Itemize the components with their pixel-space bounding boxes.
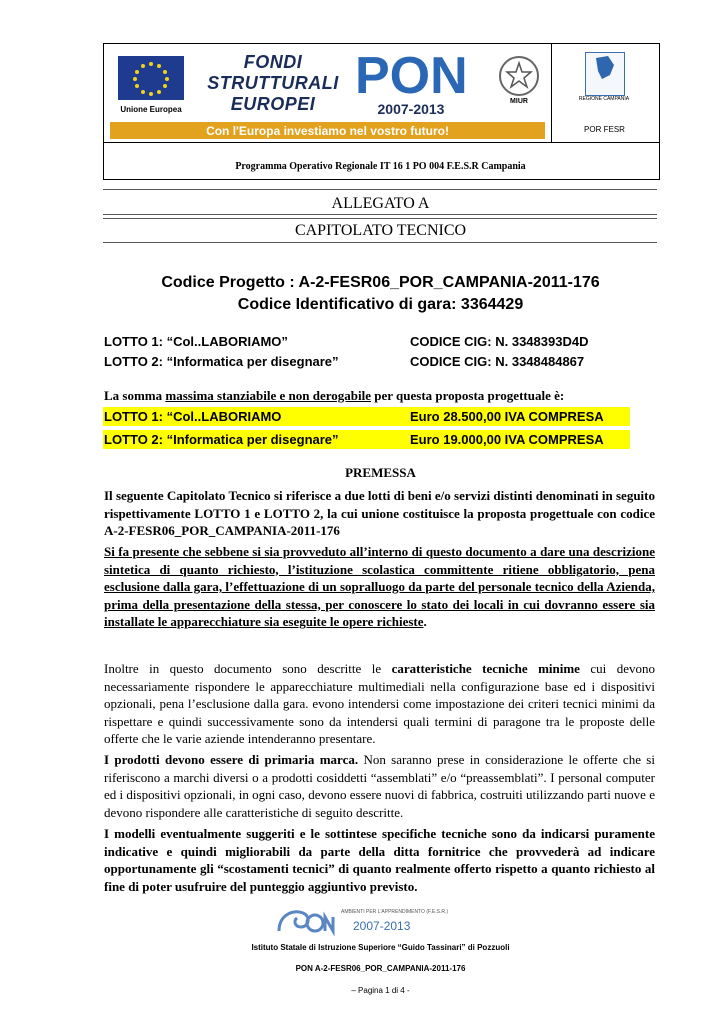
- premessa-title: PREMESSA: [345, 465, 416, 480]
- fondi-line-1: FONDI: [243, 52, 303, 72]
- importo-2-amount: Euro 19.000,00 IVA COMPRESA: [410, 432, 604, 447]
- importo-2-name: LOTTO 2: “Informatica per disegnare”: [104, 432, 339, 447]
- title-rule-3: [103, 218, 657, 219]
- codice-identificativo: Codice Identificativo di gara: 3364429: [237, 296, 524, 313]
- premessa-paragraph-3: [104, 660, 655, 748]
- title-rule-2: [103, 214, 657, 215]
- lotto-2-name: LOTTO 2: “Informatica per disegnare”: [104, 354, 339, 369]
- importo-1-name: LOTTO 1: “Col..LABORIAMO: [104, 409, 282, 424]
- importo-1-amount: Euro 28.500,00 IVA COMPRESA: [410, 409, 604, 424]
- p3-a: Inoltre in questo documento sono descritte le: [104, 661, 392, 676]
- title-rule-1: [103, 189, 657, 190]
- republic-emblem-icon: [499, 56, 539, 96]
- lotto-2-cig: CODICE CIG: N. 3348484867: [410, 354, 585, 369]
- p2-underlined: Si fa presente che sebbene si sia provveduto all’interno di questo documento a dare una descrizione sintetica di quanto richiesto, l’istituzione scolastica committente ritiene obbligatorio, pena esclusione dalla gara, l’effettuazione di un sopralluogo da parte del personale tecnico della Azienda, prima della presentazione della stessa, per conoscere lo stato dei locali in cui dovranno essere sia installate le apparecchiature sia eseguite le opere richieste: [104, 544, 655, 629]
- premessa-paragraph-4: [104, 751, 655, 821]
- footer-pon-icon: [275, 903, 335, 937]
- footer-logo-years: 2007-2013: [353, 919, 411, 933]
- eu-label: Unione Europea: [120, 105, 182, 114]
- somma-before: La somma: [104, 388, 166, 403]
- somma-after: per questa proposta progettuale è:: [371, 388, 565, 403]
- p3-b: caratteristiche tecniche minime: [391, 661, 580, 676]
- lotto-1-cig: CODICE CIG: N. 3348393D4D: [410, 334, 589, 349]
- fondi-line-3: EUROPEI: [230, 94, 316, 114]
- program-line: Programma Operativo Regionale IT 16 1 PO 004 F.E.S.R Campania: [235, 161, 526, 172]
- footer-page: – Pagina 1 di 4 -: [351, 986, 410, 995]
- eu-flag-icon: [118, 56, 184, 100]
- fondi-line-2: STRUTTURALI: [207, 73, 339, 93]
- p3-c: cui devono necessariamente rispondere le apparecchiature multimediali nella configurazione base ed i dispositivi opzionali, pena l’esclusione dalla gara. evono intendersi come impostazione dei criteri tecnici minimi da rispettare e quindi successivamente sono da intendersi quali termini di paragone tra le proposte delle offerte che le varie aziende intenderanno presentare.: [104, 661, 655, 746]
- pon-years: 2007-2013: [377, 101, 445, 117]
- p4-a: I prodotti devono essere di primaria marca.: [104, 752, 359, 767]
- codice-progetto: Codice Progetto : A-2-FESR06_POR_CAMPANIA-2011-176: [161, 274, 600, 291]
- somma-underlined: massima stanziabile e non derogabile: [165, 388, 371, 403]
- regione-campania-logo-icon: [585, 52, 625, 96]
- footer-logo-caption: AMBIENTI PER L'APPRENDIMENTO (F.E.S.R.): [341, 909, 448, 915]
- footer-code: PON A-2-FESR06_POR_CAMPANIA-2011-176: [295, 964, 466, 973]
- premessa-paragraph-1: Il seguente Capitolato Tecnico si riferisce a due lotti di beni e/o servizi distinti denominati in seguito rispettivamente LOTTO 1 e LOTTO 2, la cui unione costituisce la proposta progettuale con codice A-2-FESR06_POR_CAMPANIA-2011-176: [104, 488, 655, 538]
- premessa-paragraph-2: [104, 543, 655, 631]
- header-separator: [103, 142, 659, 143]
- slogan-text: Con l'Europa investiamo nel vostro futuro!: [206, 124, 449, 138]
- p2-end: .: [423, 614, 427, 629]
- region-label: REGIONE CAMPANIA: [578, 96, 630, 102]
- title-rule-4: [103, 242, 657, 243]
- pon-logo: PON: [355, 47, 468, 105]
- allegato-title: ALLEGATO A: [331, 195, 430, 212]
- somma-line: [104, 388, 564, 404]
- footer-institute: Istituto Statale di Istruzione Superiore “Guido Tassinari” di Pozzuoli: [251, 943, 510, 952]
- fondi-logo-text: [203, 52, 343, 115]
- miur-label: MIUR: [510, 98, 528, 105]
- lotto-1-name: LOTTO 1: “Col..LABORIAMO”: [104, 334, 288, 349]
- footer-pon-logo: [275, 903, 465, 937]
- por-fesr-label: POR FESR: [584, 125, 625, 134]
- premessa-paragraph-5: I modelli eventualmente suggeriti e le sottintese specifiche tecniche sono da indicarsi puramente indicative e quindi migliorabili da parte della ditta fornitrice che provvederà ad indicare opportunamente gli “scostamenti tecnici” di quanto realmente offerto rispetto a quanto richiesto al fine di poter usufruire del punteggio aggiuntivo previsto.: [104, 826, 655, 894]
- capitolato-title: CAPITOLATO TECNICO: [294, 222, 467, 239]
- p4-b: Non saranno prese in considerazione le offerte che si riferiscono a marchi diversi o a prodotti cosiddetti “assemblati” e/o “preassemblati”. I personal computer ed i dispositivi opzionali, in ogni caso, devono essere nuovi di fabbrica, costruiti utilizzando parti nuove e devono rispondere alle caratteristiche di seguito descritte.: [104, 752, 655, 820]
